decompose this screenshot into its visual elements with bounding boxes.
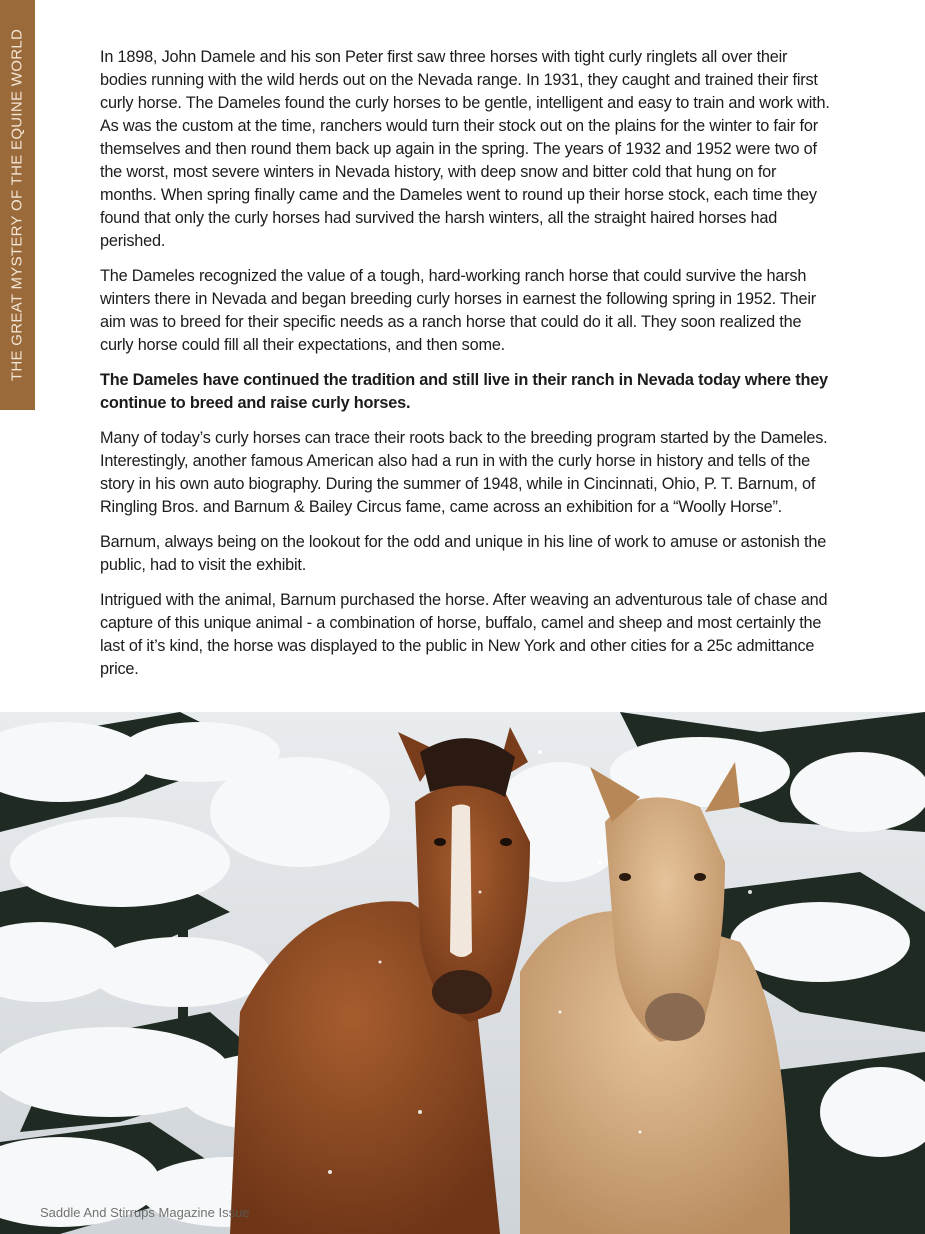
paragraph: Many of today’s curly horses can trace their roots back to the breeding program started by the Dameles. Interestingly, another famous American also had a run in with the curly horse in history and tells of the story in his own auto biography. During the summer of 1948, while in Cincinnati, Ohio, P. T. Barnum, of Ringling Bros. and Barnum & Bailey Circus fame, came across an exhibition for a “Woolly Horse”. (100, 429, 828, 516)
paragraph: Barnum, always being on the lookout for the odd and unique in his line of work to amuse or astonish the public, had to visit the exhibit. (100, 533, 827, 574)
photo-illustration (0, 712, 925, 1234)
photo-caption: Saddle And Stirrups Magazine Issue (40, 1205, 250, 1220)
paragraph: In 1898, John Damele and his son Peter first saw three horses with tight curly ringlets all over their bodies running with the wild herds out on the Nevada range. In 1931, they caught and trained their first curly horse. The Dameles found the curly horses to be gentle, intelligent and easy to train and work with. As was the custom at the time, ranchers would turn their stock out on the plains for the winter to fair for themselves and then round them back up again in the spring. The years of 1932 and 1952 were two of the worst, most severe winters in Nevada history, with deep snow and bitter cold that hung on for months. When spring finally came and the Dameles went to round up their horse stock, each time they found that only the curly horses had survived the harsh winters, all the straight haired horses had perished. (100, 48, 830, 250)
article-body (100, 46, 830, 693)
paragraph: The Dameles recognized the value of a tough, hard-working ranch horse that could survive the harsh winters there in Nevada and began breeding curly horses in earnest the following spring in 1952. Their aim was to breed for their specific needs as a ranch horse that could do it all. They soon realized the curly horse could fill all their expectations, and then some. (100, 267, 817, 354)
highlight-paragraph: The Dameles have continued the tradition and still live in their ranch in Nevada today where they continue to breed and raise curly horses. (100, 371, 828, 412)
paragraph: Intrigued with the animal, Barnum purchased the horse. After weaving an adventurous tale of chase and capture of this unique animal - a combination of horse, buffalo, camel and sheep and most certainly the last of it’s kind, the horse was displayed to the public in New York and other cities for a 25c admittance price. (100, 591, 828, 678)
horses-in-snow-photo (0, 712, 925, 1234)
section-title: THE GREAT MYSTERY OF THE EQUINE WORLD (8, 28, 26, 382)
side-tab (0, 0, 35, 410)
